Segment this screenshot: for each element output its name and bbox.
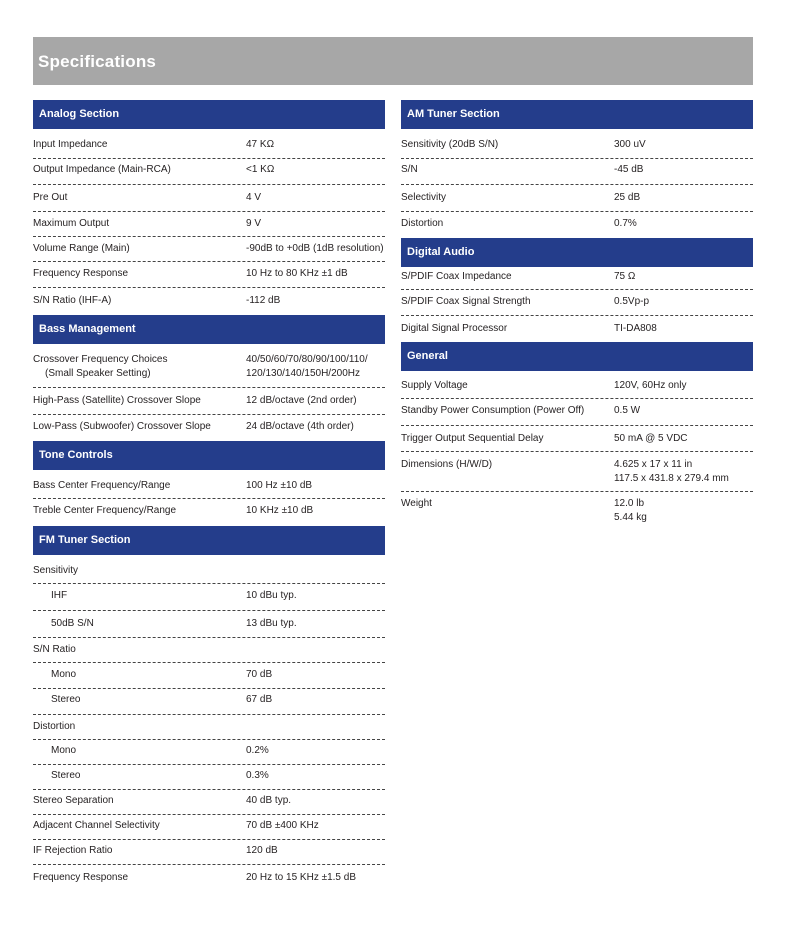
spec-label: Standby Power Consumption (Power Off) — [401, 405, 585, 416]
row-divider — [401, 491, 753, 492]
row-divider — [33, 714, 385, 715]
section-title: General — [407, 350, 448, 362]
spec-value: 40 dB typ. — [246, 795, 292, 806]
row-divider — [33, 287, 385, 288]
spec-value: 24 dB/octave (4th order) — [246, 421, 354, 432]
spec-label: Trigger Output Sequential Delay — [401, 433, 544, 444]
row-divider — [401, 398, 753, 399]
row-divider — [33, 158, 385, 159]
spec-label: S/PDIF Coax Impedance — [401, 271, 512, 282]
spec-label: Pre Out — [33, 192, 68, 203]
row-divider — [33, 498, 385, 499]
row-divider — [401, 315, 753, 316]
section-title: FM Tuner Section — [39, 534, 131, 546]
row-divider — [33, 236, 385, 237]
spec-value: 4 V — [246, 192, 262, 203]
spec-value: 13 dBu typ. — [246, 618, 297, 629]
spec-label: Distortion — [33, 721, 76, 732]
row-divider — [33, 864, 385, 865]
row-divider — [33, 789, 385, 790]
spec-label: Volume Range (Main) — [33, 243, 130, 254]
row-divider — [401, 425, 753, 426]
spec-value: 0.3% — [246, 770, 269, 781]
spec-label: Adjacent Channel Selectivity — [33, 820, 160, 831]
analog-section-header — [33, 100, 385, 129]
row-divider — [33, 387, 385, 388]
spec-value: -45 dB — [614, 164, 644, 175]
spec-value: 120V, 60Hz only — [614, 380, 687, 391]
spec-value: 12 dB/octave (2nd order) — [246, 395, 357, 406]
spec-label: 50dB S/N — [51, 618, 94, 629]
spec-value-line: 120/130/140/150H/200Hz — [246, 368, 360, 379]
spec-label-line: (Small Speaker Setting) — [45, 368, 151, 379]
spec-value: -90dB to +0dB (1dB resolution) — [246, 243, 384, 254]
row-divider — [401, 289, 753, 290]
spec-label: S/PDIF Coax Signal Strength — [401, 296, 531, 307]
row-divider — [33, 662, 385, 663]
spec-label: Frequency Response — [33, 872, 129, 883]
spec-label: Output Impedance (Main-RCA) — [33, 164, 171, 175]
spec-label: Distortion — [401, 218, 444, 229]
spec-label: Digital Signal Processor — [401, 323, 508, 334]
row-divider — [33, 637, 385, 638]
row-divider — [401, 158, 753, 159]
spec-label: Input Impedance — [33, 139, 108, 150]
section-title: Tone Controls — [39, 449, 113, 461]
spec-label-line: Crossover Frequency Choices — [33, 354, 168, 365]
section-title: Bass Management — [39, 323, 136, 335]
spec-value: 100 Hz ±10 dB — [246, 480, 313, 491]
spec-value: 25 dB — [614, 192, 641, 203]
row-divider — [33, 184, 385, 185]
tone-controls-section-header — [33, 441, 385, 470]
spec-value: 0.5Vp-p — [614, 296, 650, 307]
row-divider — [33, 688, 385, 689]
spec-value: 70 dB ±400 KHz — [246, 820, 319, 831]
row-divider — [33, 839, 385, 840]
spec-label: Treble Center Frequency/Range — [33, 505, 177, 516]
row-divider — [33, 739, 385, 740]
spec-value: 9 V — [246, 218, 262, 229]
row-divider — [33, 261, 385, 262]
spec-value-line: 4.625 x 17 x 11 in — [614, 459, 693, 470]
section-title: AM Tuner Section — [407, 108, 500, 120]
row-divider — [401, 184, 753, 185]
spec-label: Low-Pass (Subwoofer) Crossover Slope — [33, 421, 211, 432]
spec-value-line: 40/50/60/70/80/90/100/110/ — [246, 354, 368, 365]
spec-value-line: 12.0 lb — [614, 498, 645, 509]
spec-value-line: 117.5 x 431.8 x 279.4 mm — [614, 473, 729, 484]
spec-label: IHF — [51, 590, 68, 601]
spec-label: Selectivity — [401, 192, 447, 203]
digital-audio-section-header — [401, 238, 753, 267]
fm-tuner-section-header — [33, 526, 385, 555]
spec-value: 10 KHz ±10 dB — [246, 505, 314, 516]
spec-label: S/N Ratio — [33, 644, 76, 655]
spec-label: Stereo — [51, 694, 81, 705]
spec-label: S/N Ratio (IHF-A) — [33, 295, 112, 306]
row-divider — [33, 764, 385, 765]
spec-value: -112 dB — [246, 295, 281, 306]
spec-value: 300 uV — [614, 139, 646, 150]
row-divider — [401, 211, 753, 212]
am-tuner-section-header — [401, 100, 753, 129]
spec-value: 0.2% — [246, 745, 269, 756]
spec-value: <1 KΩ — [246, 164, 275, 175]
spec-label: Maximum Output — [33, 218, 110, 229]
spec-value — [614, 458, 759, 486]
spec-label: IF Rejection Ratio — [33, 845, 113, 856]
spec-label: Supply Voltage — [401, 380, 468, 391]
spec-label: Dimensions (H/W/D) — [401, 459, 493, 470]
spec-label: S/N — [401, 164, 418, 175]
spec-label: Stereo Separation — [33, 795, 114, 806]
row-divider — [33, 610, 385, 611]
spec-value: 50 mA @ 5 VDC — [614, 433, 688, 444]
row-divider — [401, 451, 753, 452]
spec-value: 0.5 W — [614, 405, 641, 416]
row-divider — [33, 583, 385, 584]
spec-value: 47 KΩ — [246, 139, 275, 150]
spec-label: Frequency Response — [33, 268, 129, 279]
spec-value: 70 dB — [246, 669, 273, 680]
spec-value: TI-DA808 — [614, 323, 657, 334]
spec-label: Bass Center Frequency/Range — [33, 480, 171, 491]
page-title: Specifications — [38, 52, 157, 71]
spec-label — [33, 353, 238, 381]
section-title: Analog Section — [39, 108, 120, 120]
row-divider — [33, 414, 385, 415]
page-title-bar — [33, 37, 753, 85]
spec-label: Mono — [51, 745, 77, 756]
spec-value — [614, 497, 759, 525]
spec-label: Mono — [51, 669, 77, 680]
spec-value: 10 Hz to 80 KHz ±1 dB — [246, 268, 348, 279]
spec-value: 75 Ω — [614, 271, 636, 282]
spec-label: Weight — [401, 498, 432, 509]
spec-value: 10 dBu typ. — [246, 590, 297, 601]
row-divider — [33, 814, 385, 815]
section-title: Digital Audio — [407, 246, 475, 258]
general-section-header — [401, 342, 753, 371]
spec-value-line: 5.44 kg — [614, 512, 647, 523]
spec-value: 67 dB — [246, 694, 273, 705]
spec-label: High-Pass (Satellite) Crossover Slope — [33, 395, 201, 406]
spec-value — [246, 353, 391, 381]
row-divider — [33, 211, 385, 212]
spec-value: 120 dB — [246, 845, 278, 856]
spec-label: Sensitivity — [33, 565, 79, 576]
bass-management-section-header — [33, 315, 385, 344]
spec-value: 0.7% — [614, 218, 637, 229]
spec-label: Sensitivity (20dB S/N) — [401, 139, 499, 150]
spec-value: 20 Hz to 15 KHz ±1.5 dB — [246, 872, 356, 883]
spec-label: Stereo — [51, 770, 81, 781]
